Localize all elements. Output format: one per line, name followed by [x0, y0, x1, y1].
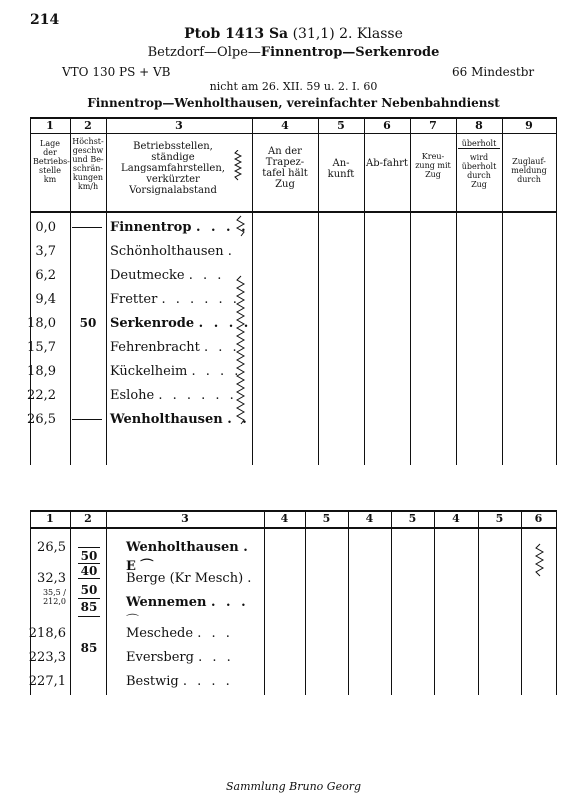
slow-zone-marker-icon [236, 214, 246, 428]
header-km: Lage der Betriebs-stelle km [33, 139, 70, 184]
km-value: 22,2 [27, 388, 56, 403]
col-number-2: 2 [84, 119, 92, 132]
station-name: Fretter . . . . . . [110, 292, 240, 307]
station-name: Deutmecke . . . [110, 268, 225, 283]
col-number-4c: 4 [452, 512, 460, 525]
route-prefix: Betzdorf—Olpe— [147, 45, 261, 60]
speed-limit: 50 [80, 583, 98, 597]
station-marker: ⌒ [126, 614, 140, 629]
col-number-6: 6 [383, 119, 391, 132]
station-name: Serkenrode . . . . [110, 316, 252, 331]
speed-limit: 50 [80, 549, 98, 563]
speed-limit: 85 [80, 600, 98, 614]
col-number-5b: 5 [408, 512, 417, 525]
header-stations: Betriebsstellen, ständige Langsamfahrstellen, verkürzter Vorsignalabstand [121, 141, 225, 196]
col-number-8: 8 [475, 119, 483, 132]
col-number-3: 3 [175, 119, 183, 132]
header-overtakes: überholt [458, 139, 500, 149]
col-number-2: 2 [84, 512, 92, 525]
speed-limit: 85 [80, 641, 98, 655]
collection-credit: Sammlung Bruno Georg [225, 780, 362, 793]
zigzag-legend-icon [234, 150, 242, 182]
train-number: Ptob 1413 Sa [184, 26, 289, 42]
col-number-4b: 4 [365, 512, 374, 525]
station-name: Finnentrop . . . . [110, 220, 249, 235]
km-value: 218,6 [28, 626, 66, 641]
header-overtaken-by: wird überholt durch Zug [461, 153, 497, 189]
slow-zone-marker-icon [535, 543, 545, 579]
route-section: Finnentrop—Serkenrode [260, 45, 440, 60]
station-name: Berge (Kr Mesch) . [126, 571, 255, 586]
station-name: Wenholthausen . [126, 540, 251, 555]
route-line [0, 45, 587, 60]
header-speed: Höchst-geschw und Be-schrän-kungen km/h [72, 137, 104, 191]
col-number-1: 1 [46, 512, 54, 525]
km-value: 35,5 / 212,0 [42, 588, 66, 606]
section-heading: Finnentrop—Wenholthausen, vereinfachter Nebenbahndienst [87, 96, 500, 110]
station-name: Wenholthausen . . [110, 412, 250, 427]
col-number-4: 4 [281, 119, 289, 132]
col-number-3: 3 [181, 512, 189, 525]
header-arrival: An-kunft [327, 158, 355, 180]
brake-info: 66 Mindestbr [452, 65, 535, 79]
vehicle-info: VTO 130 PS + VB [62, 65, 171, 79]
km-value: 15,7 [27, 340, 56, 355]
speed-limit: 50 [79, 316, 97, 330]
station-name: Schönholthausen . [110, 244, 235, 259]
col-number-5c: 5 [495, 512, 504, 525]
station-name: Eversberg . . . [126, 650, 234, 665]
km-value: 9,4 [35, 292, 56, 307]
col-number-7: 7 [429, 119, 437, 132]
station-name: Fehrenbracht . . . [110, 340, 240, 355]
station-marker: E ⌒ [126, 559, 154, 574]
page-number: 214 [30, 12, 60, 28]
header-train-report: Zuglauf-meldung durch [511, 157, 547, 184]
station-name: Eslohe . . . . . . [110, 388, 237, 403]
col-number-9: 9 [525, 119, 533, 132]
train-title [0, 26, 587, 42]
km-value: 18,0 [27, 316, 56, 331]
station-name: Meschede . . . [126, 626, 233, 641]
header-departure: Ab-fahrt [366, 158, 408, 169]
train-class: (31,1) 2. Klasse [292, 26, 403, 42]
col-number-1: 1 [46, 119, 54, 132]
km-value: 26,5 [27, 412, 56, 427]
km-value: 26,5 [37, 540, 66, 555]
km-value: 227,1 [28, 674, 66, 689]
col-number-5: 5 [322, 512, 331, 525]
km-value: 0,0 [35, 220, 56, 235]
station-name: Kückelheim . . . . [110, 364, 242, 379]
col-number-6: 6 [534, 512, 543, 525]
km-value: 6,2 [35, 268, 56, 283]
speed-limit: 40 [80, 564, 98, 578]
col-number-5: 5 [337, 119, 345, 132]
km-value: 18,9 [27, 364, 56, 379]
km-value: 223,3 [28, 650, 66, 665]
km-value: 3,7 [35, 244, 56, 259]
col-number-4: 4 [280, 512, 289, 525]
station-name: Bestwig . . . . [126, 674, 233, 689]
km-value: 32,3 [37, 571, 66, 586]
header-trapeze-stop: An der Trapez-tafel hält Zug [262, 146, 308, 190]
station-name: Wennemen . . . [126, 595, 249, 610]
validity-note: nicht am 26. XII. 59 u. 2. I. 60 [209, 80, 378, 93]
header-crossing: Kreu-zung mit Zug [415, 152, 451, 179]
